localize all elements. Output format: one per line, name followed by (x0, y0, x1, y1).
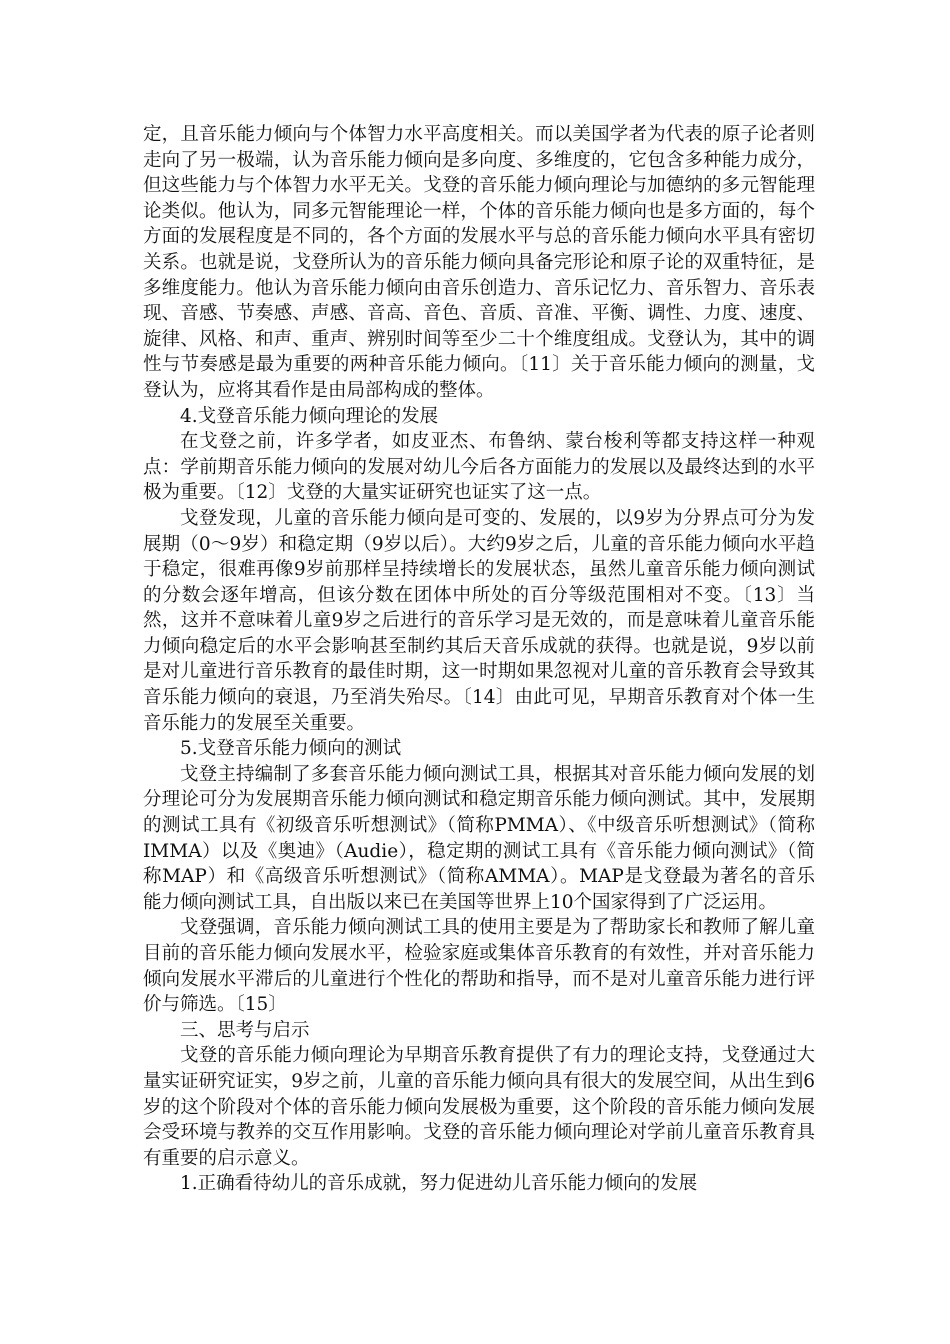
paragraph-continuation: 定，且音乐能力倾向与个体智力水平高度相关。而以美国学者为代表的原子论者则走向了另一极端，认为音乐能力倾向是多向度、多维度的，它包含多种能力成分，但这些能力与个体智力水平无关。戈登的音乐能力倾向理论与加德纳的多元智能理论类似。他认为，同多元智能理论一样，个体的音乐能力倾向也是多方面的，每个方面的发展程度是不同的，各个方面的发展水平与总的音乐能力倾向水平具有密切关系。也就是说，戈登所认为的音乐能力倾向具备完形论和原子论的双重特征，是多维度能力。他认为音乐能力倾向由音乐创造力、音乐记忆力、音乐智力、音乐表现、音感、节奏感、声感、音高、音色、音质、音准、平衡、调性、力度、速度、旋律、风格、和声、重声、辨别时间等至少二十个维度组成。戈登认为，其中的调性与节奏感是最为重要的两种音乐能力倾向。〔11〕关于音乐能力倾向的测量，戈登认为，应将其看作是由局部构成的整体。 (143, 124, 815, 401)
paragraph: 戈登的音乐能力倾向理论为早期音乐教育提供了有力的理论支持，戈登通过大量实证研究证实，9岁之前，儿童的音乐能力倾向具有很大的发展空间，从出生到6岁的这个阶段对个体的音乐能力倾向发展极为重要，这个阶段的音乐能力倾向发展会受环境与教养的交互作用影响。戈登的音乐能力倾向理论对学前儿童音乐教育具有重要的启示意义。 (143, 1045, 815, 1169)
subsection-heading-1: 1.正确看待幼儿的音乐成就，努力促进幼儿音乐能力倾向的发展 (180, 1173, 698, 1195)
section-heading-3: 三、思考与启示 (180, 1019, 310, 1041)
paragraph: 戈登发现，儿童的音乐能力倾向是可变的、发展的，以9岁为分界点可分为发展期（0～9岁）和稳定期（9岁以后）。大约9岁之后，儿童的音乐能力倾向水平趋于稳定，很难再像9岁前那样呈持续增长的发展状态，虽然儿童音乐能力倾向测试的分数会逐年增高，但该分数在团体中所处的百分等级范围相对不变。〔13〕当然，这并不意味着儿童9岁之后进行的音乐学习是无效的，而是意味着儿童音乐能力倾向稳定后的水平会影响甚至制约其后天音乐成就的获得。也就是说，9岁以前是对儿童进行音乐教育的最佳时期，这一时期如果忽视对儿童的音乐教育会导致其音乐能力倾向的衰退，乃至消失殆尽。〔14〕由此可见，早期音乐教育对个体一生音乐能力的发展至关重要。 (143, 507, 815, 734)
paragraph: 在戈登之前，许多学者，如皮亚杰、布鲁纳、蒙台梭利等都支持这样一种观点：学前期音乐能力倾向的发展对幼儿今后各方面能力的发展以及最终达到的水平极为重要。〔12〕戈登的大量实证研究也证实了这一点。 (143, 431, 815, 504)
section-heading-4: 4.戈登音乐能力倾向理论的发展 (180, 405, 439, 427)
section-heading-5: 5.戈登音乐能力倾向的测试 (180, 738, 402, 760)
paragraph: 戈登强调，音乐能力倾向测试工具的使用主要是为了帮助家长和教师了解儿童目前的音乐能力倾向发展水平，检验家庭或集体音乐教育的有效性，并对音乐能力倾向发展水平滞后的儿童进行个性化的帮助和指导，而不是对儿童音乐能力进行评价与筛选。〔15〕 (143, 917, 815, 1016)
article-body (143, 122, 815, 1197)
paragraph: 戈登主持编制了多套音乐能力倾向测试工具，根据其对音乐能力倾向发展的划分理论可分为发展期音乐能力倾向测试和稳定期音乐能力倾向测试。其中，发展期的测试工具有《初级音乐听想测试》（简称PMMA）、《中级音乐听想测试》（简称IMMA）以及《奥迪》（Audie），稳定期的测试工具有《音乐能力倾向测试》（简称MAP）和《高级音乐听想测试》（简称AMMA）。MAP是戈登最为著名的音乐能力倾向测试工具，自出版以来已在美国等世界上10个国家得到了广泛运用。 (143, 763, 815, 913)
